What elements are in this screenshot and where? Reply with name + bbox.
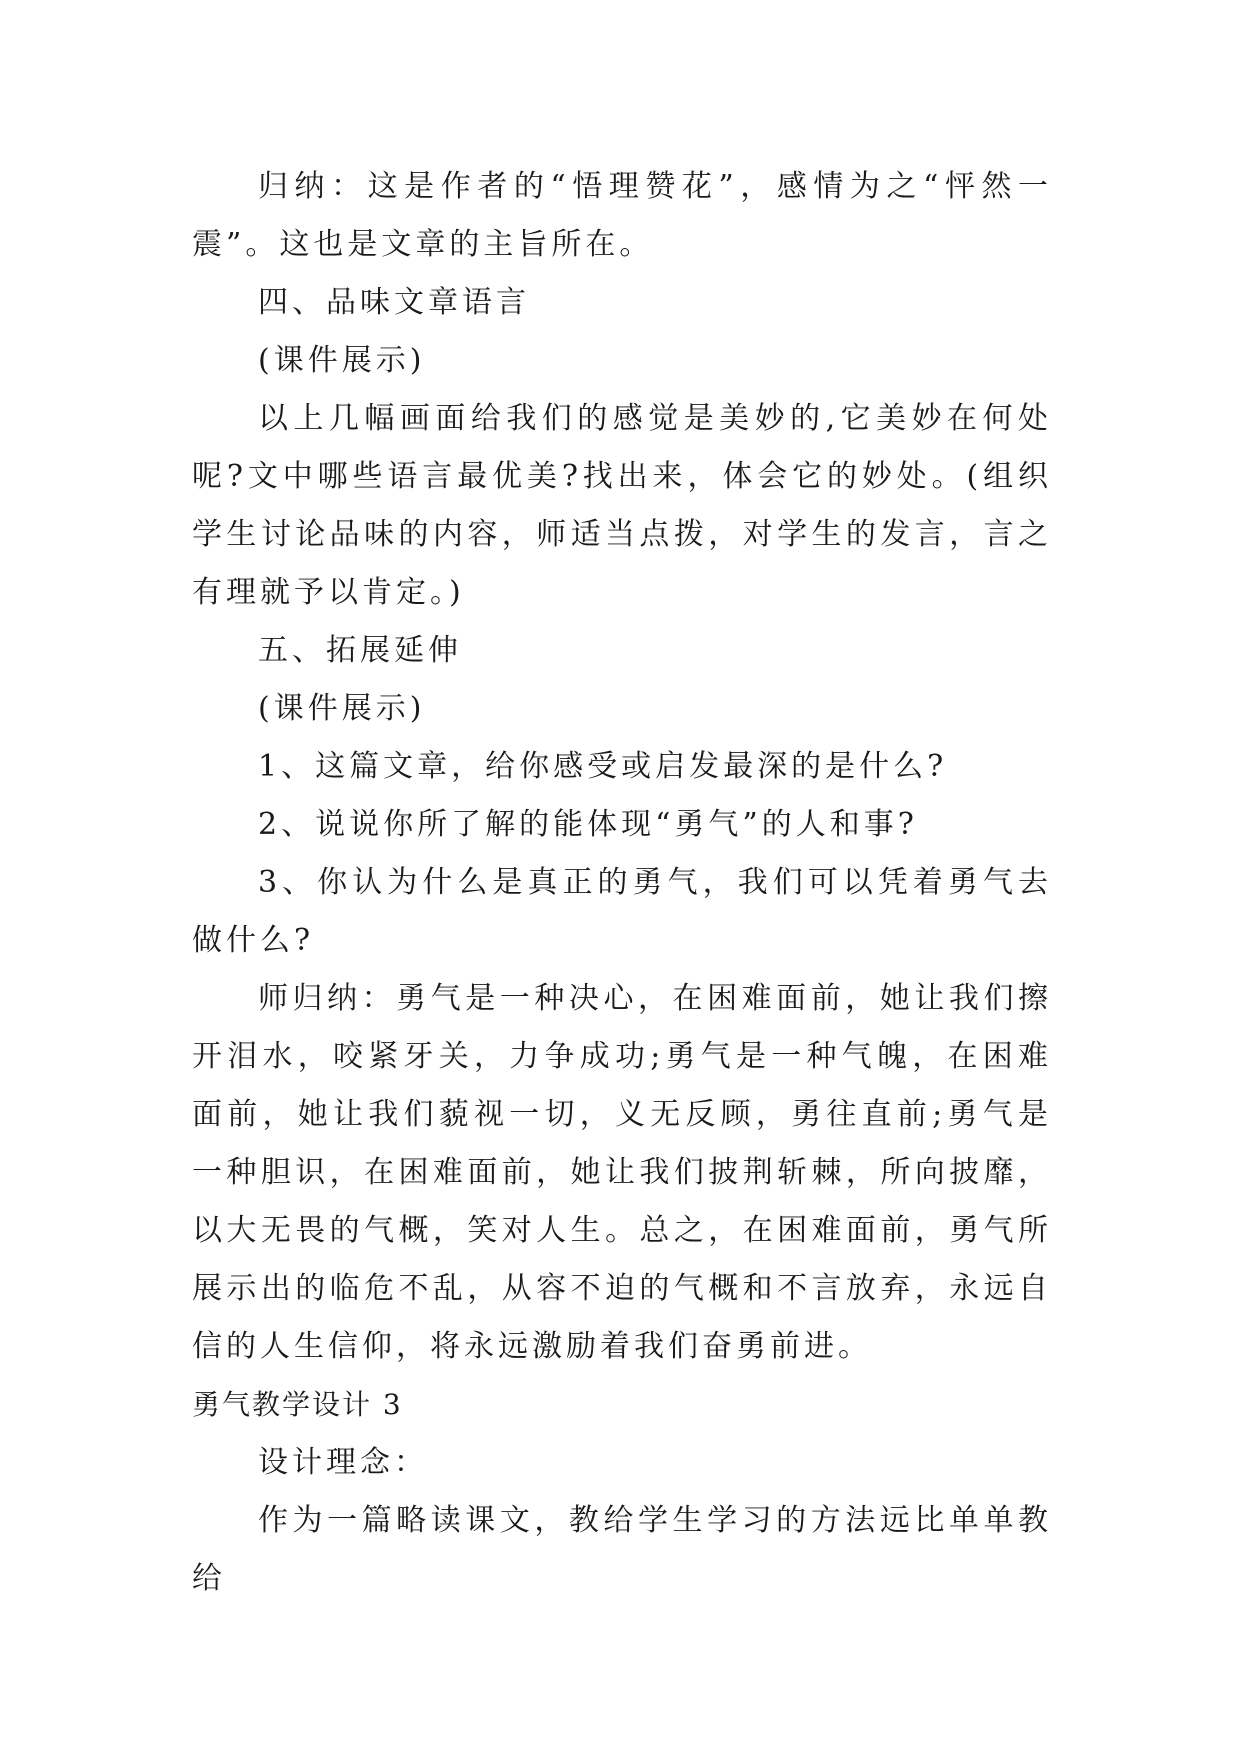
question-3: 3、你认为什么是真正的勇气，我们可以凭着勇气去做什么?: [192, 865, 1052, 958]
document-body: [192, 158, 1052, 1608]
section-title: 勇气教学设计 3: [192, 1388, 403, 1421]
question-2: 2、说说你所了解的能体现“勇气”的人和事?: [258, 807, 918, 842]
paragraph-design-concept-heading: 设计理念：: [258, 1445, 428, 1480]
heading-extension: 五、拓展延伸: [258, 633, 462, 668]
heading-language-appreciation: 四、品味文章语言: [258, 285, 530, 320]
paragraph-courseware-note-2: (课件展示): [258, 691, 426, 726]
paragraph-language-discussion: 以上几幅画面给我们的感觉是美妙的,它美妙在何处呢?文中哪些语言最优美?找出来，体会它的妙处。(组织学生讨论品味的内容，师适当点拨，对学生的发言，言之有理就予以肯定。): [192, 401, 1052, 610]
paragraph-design-concept-text: 作为一篇略读课文，教给学生学习的方法远比单单教给: [192, 1503, 1052, 1596]
paragraph-courseware-note: (课件展示): [258, 343, 426, 378]
paragraph-teacher-summary: 师归纳：勇气是一种决心，在困难面前，她让我们擦开泪水，咬紧牙关，力争成功;勇气是一种气魄，在困难面前，她让我们藐视一切，义无反顾，勇往直前;勇气是一种胆识，在困难面前，她让我们披荆斩棘，所向披靡，以大无畏的气概，笑对人生。总之，在困难面前，勇气所展示出的临危不乱，从容不迫的气概和不言放弃，永远自信的人生信仰，将永远激励着我们奋勇前进。: [192, 981, 1052, 1364]
paragraph-summary: 归纳：这是作者的“悟理赞花”，感情为之“怦然一震”。这也是文章的主旨所在。: [192, 169, 1052, 262]
question-1: 1、这篇文章，给你感受或启发最深的是什么?: [258, 749, 948, 784]
